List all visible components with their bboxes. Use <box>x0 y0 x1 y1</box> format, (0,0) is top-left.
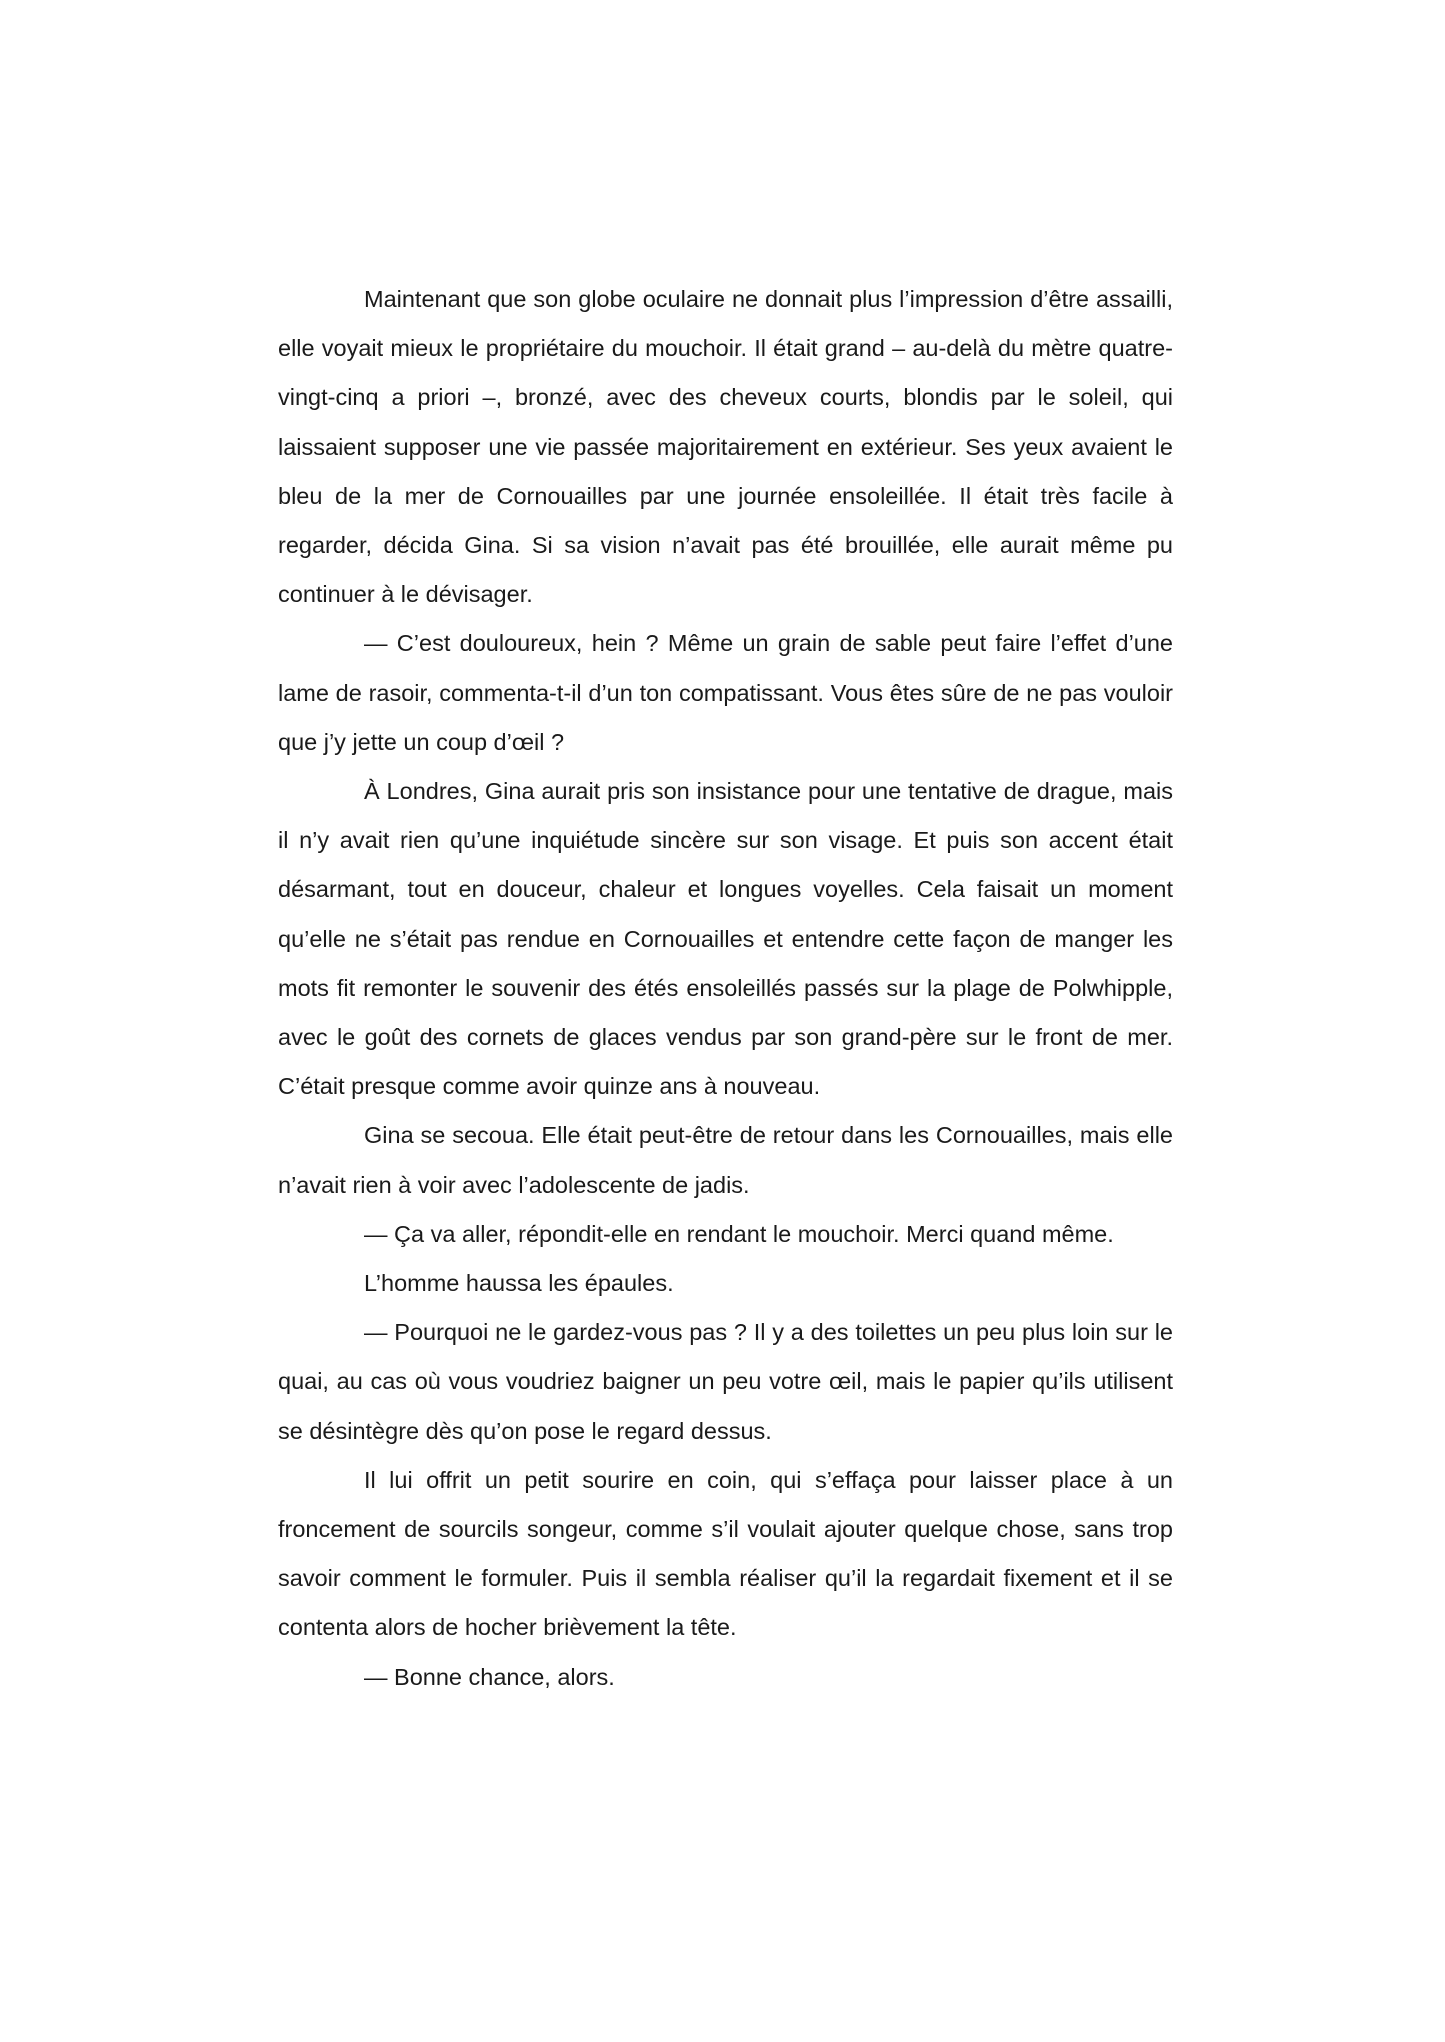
paragraph: Maintenant que son globe oculaire ne donnait plus l’impression d’être assailli, elle voyait mieux le propriétaire du mouchoir. Il était grand – au-delà du mètre quatre-vingt-cinq a priori –, bronzé, avec des cheveux courts, blondis par le soleil, qui laissaient supposer une vie passée majoritairement en extérieur. Ses yeux avaient le bleu de la mer de Cornouailles par une journée ensoleillée. Il était très facile à regarder, décida Gina. Si sa vision n’avait pas été brouillée, elle aurait même pu continuer à le dévisager. <box>278 286 1173 608</box>
paragraph: Gina se secoua. Elle était peut-être de retour dans les Cornouailles, mais elle n’avait rien à voir avec l’adolescente de jadis. <box>278 1122 1173 1198</box>
paragraph: — Ça va aller, répondit-elle en rendant le mouchoir. Merci quand même. <box>364 1220 1114 1247</box>
body-text <box>278 275 1173 1702</box>
paragraph: — Pourquoi ne le gardez-vous pas ? Il y a des toilettes un peu plus loin sur le quai, au cas où vous voudriez baigner un peu votre œil, mais le papier qu’ils utilisent se désintègre dès qu’on pose le regard dessus. <box>278 1319 1173 1444</box>
paragraph: À Londres, Gina aurait pris son insistance pour une tentative de drague, mais il n’y avait rien qu’une inquiétude sincère sur son visage. Et puis son accent était désarmant, tout en douceur, chaleur et longues voyelles. Cela faisait un moment qu’elle ne s’était pas rendue en Cornouailles et entendre cette façon de manger les mots fit remonter le souvenir des étés ensoleillés passés sur la plage de Polwhipple, avec le goût des cornets de glaces vendus par son grand-père sur le front de mer. C’était presque comme avoir quinze ans à nouveau. <box>278 778 1173 1100</box>
paragraph: Il lui offrit un petit sourire en coin, qui s’effaça pour laisser place à un froncement de sourcils songeur, comme s’il voulait ajouter quelque chose, sans trop savoir comment le formuler. Puis il sembla réaliser qu’il la regardait fixement et il se contenta alors de hocher brièvement la tête. <box>278 1466 1173 1641</box>
paragraph: — C’est douloureux, hein ? Même un grain de sable peut faire l’effet d’une lame de rasoir, commenta-t-il d’un ton compatissant. Vous êtes sûre de ne pas vouloir que j’y jette un coup d’œil ? <box>278 630 1173 755</box>
paragraph: — Bonne chance, alors. <box>364 1663 615 1690</box>
paragraph: L’homme haussa les épaules. <box>364 1270 674 1297</box>
